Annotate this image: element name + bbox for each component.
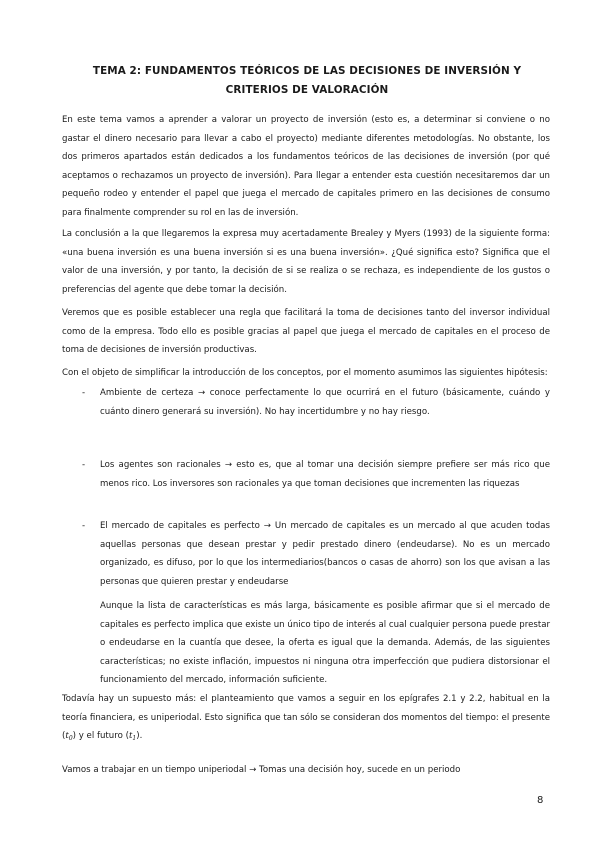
bullet-perfect-market: El mercado de capitales es perfecto → Un mercado de capitales es un mercado al que acuden todas aquellas personas que desean prestar y pedir prestado dinero (endeudarse). No es un mercado organizado, es difuso, por lo que los intermediarios(bancos o casas de ahorro) son los que avisan a las personas que quieren prestar y endeudarse xyxy=(100,521,550,587)
uniperiodal-paragraph xyxy=(62,690,550,749)
bullet-dash: - xyxy=(82,388,86,398)
bullet-dash: - xyxy=(82,521,86,531)
perfect-market-details: Aunque la lista de características es más larga, básicamente es posible afirmar que si el mercado de capitales es perfecto implica que existe un único tipo de interés al cual cualquier persona puede prestar o endeudarse en la cuantía que desee, la oferta es igual que la demanda. Además, de las siguientes características; no existe inflación, impuestos ni ninguna otra imperfección que pudiera distorsionar el funcionamiento del mercado, información suficiente. xyxy=(100,601,550,685)
intro-paragraph: En este tema vamos a aprender a valorar un proyecto de inversión (esto es, a determinar si conviene o no gastar el dinero necesario para llevar a cabo el proyecto) mediante diferentes metodologías. No obstante, los dos primeros apartados están dedicados a los fundamentos teóricos de las decisiones de inversión (por qué aceptamos o rechazamos un proyecto de inversión). Para llegar a entender esta cuestión necesitaremos dar un pequeño rodeo y entender el papel que juega el mercado de capitales primero en las decisiones de consumo para finalmente comprender su rol en las de inversión. xyxy=(62,115,550,218)
page-title: TEMA 2: FUNDAMENTOS TEÓRICOS DE LAS DECISIONES DE INVERSIÓN Y CRITERIOS DE VALORACIÓN xyxy=(92,65,522,96)
t-one-symbol: $t_1$ xyxy=(128,731,137,742)
uniperiodal-summary: Vamos a trabajar en un tiempo uniperiodal → Tomas una decisión hoy, sucede en un periodo xyxy=(62,765,461,775)
present-label: presente ( xyxy=(62,712,550,741)
bullet-rational-agents: Los agentes son racionales → esto es, que al tomar una decisión siempre prefiere ser más rico que menos rico. Los inversores son racionales ya que toman decisiones que incrementen las riquezas xyxy=(100,460,550,489)
bullet-certainty: Ambiente de certeza → conoce perfectamente lo que ocurrirá en el futuro (básicamente, cuándo y cuánto dinero generará su inversión). No hay incertidumbre y no hay riesgo. xyxy=(100,388,550,417)
bullet-dash: - xyxy=(82,460,86,470)
page-number: 8 xyxy=(537,795,544,806)
rule-paragraph: Veremos que es posible establecer una regla que facilitará la toma de decisiones tanto del inversor individual como de la empresa. Todo ello es posible gracias al papel que juega el mercado de capitales en el proceso de toma de decisiones de inversión productivas. xyxy=(62,308,550,355)
uniperiodal-text: Todavía hay un supuesto más: el planteamiento que vamos a seguir en los epígrafes 2.1 y 2.2, habitual en la teoría financiera, es uniperiodal. Esto significa que tan sólo se consideran dos momentos del tiempo: el xyxy=(62,694,550,723)
future-label: ) y el futuro ( xyxy=(72,731,129,741)
hypotheses-intro-paragraph: Con el objeto de simplificar la introducción de los conceptos, por el momento asumimos las siguientes hipótesis: xyxy=(62,368,548,378)
conclusion-paragraph: La conclusión a la que llegaremos la expresa muy acertadamente Brealey y Myers (1993) de la siguiente forma: «una buena inversión es una buena inversión si es una buena inversión». ¿Qué significa esto? Significa que el valor de una inversión, y por tanto, la decisión de si se realiza o se rechaza, es independiente de los gustos o preferencias del agente que debe tomar la decisión. xyxy=(62,229,550,295)
t-zero-symbol: $t_0$ xyxy=(65,731,73,742)
closing-paren: ). xyxy=(136,731,143,741)
